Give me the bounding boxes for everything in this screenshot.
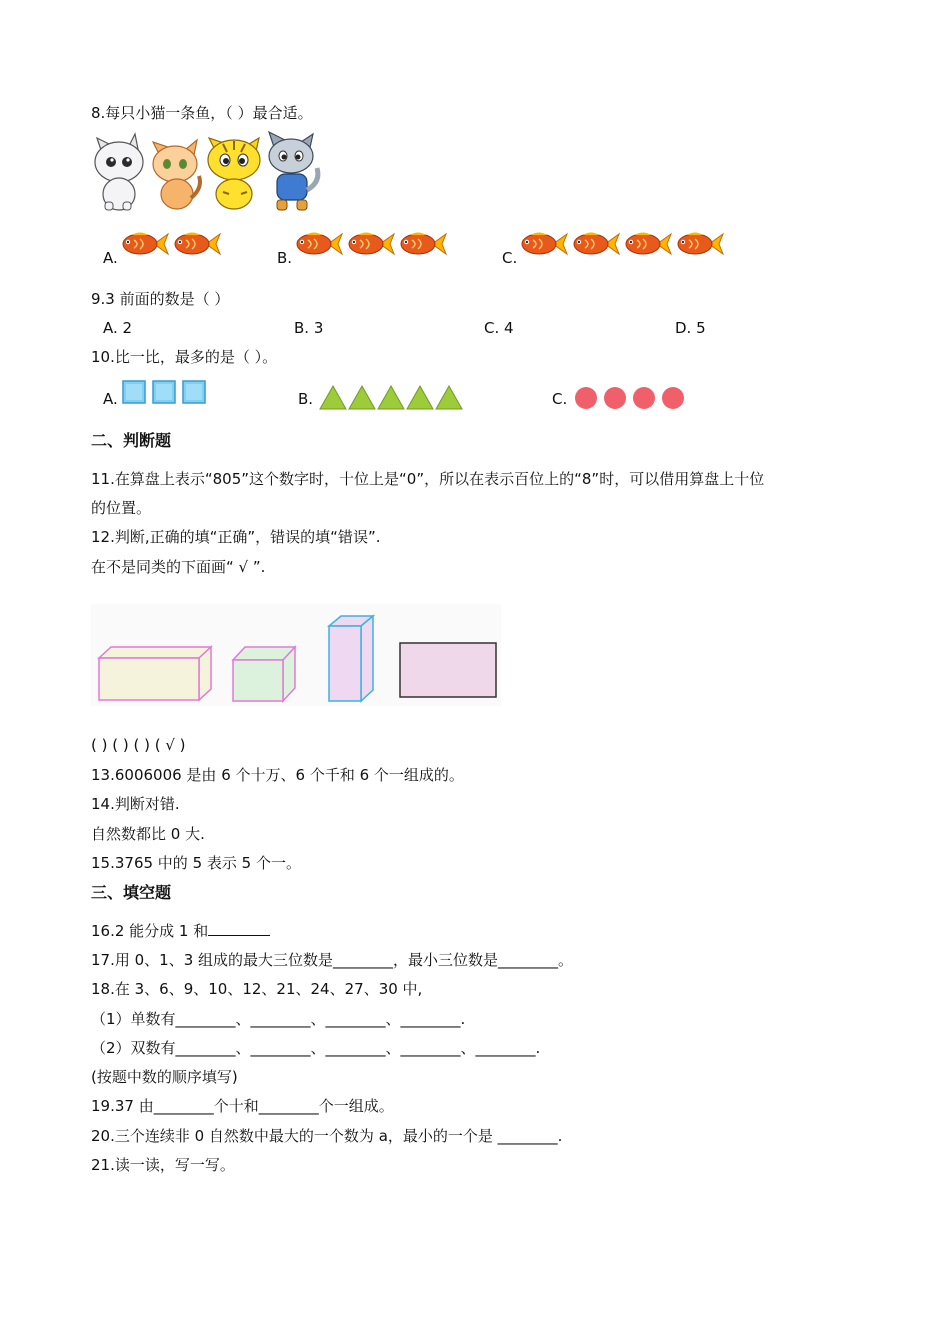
- square-icon: [121, 379, 147, 405]
- q10-stem: 10.比一比，最多的是（ ）。: [91, 348, 278, 366]
- section2-title: 二、判断题: [91, 431, 172, 450]
- q13: 13.6006006 是由 6 个十万、6 个千和 6 个一组成的。: [91, 766, 464, 784]
- q14-line2: 自然数都比 0 大.: [91, 825, 205, 843]
- fish-icon: [623, 230, 673, 258]
- q9-option-d[interactable]: D. 5: [675, 319, 706, 337]
- fish-icon: [172, 230, 222, 258]
- triangle-icon: [319, 384, 347, 410]
- q10-option-a[interactable]: A.: [103, 390, 118, 408]
- cube-shape: [233, 647, 295, 701]
- q8-option-c[interactable]: C.: [502, 249, 518, 267]
- q20: 20.三个连续非 0 自然数中最大的一个数为 a，最小的一个是 ________.: [91, 1127, 563, 1145]
- q21: 21.读一读，写一写。: [91, 1156, 235, 1174]
- cuboid-shape: [99, 647, 211, 700]
- tall-cuboid-shape: [329, 616, 373, 701]
- q8-option-b[interactable]: B.: [277, 249, 293, 267]
- cat-icon: [153, 140, 200, 209]
- q17: 17.用 0、1、3 组成的最大三位数是________，最小三位数是________。: [91, 951, 574, 969]
- q16-row: [91, 921, 270, 941]
- q12-answers: ( ) ( ) ( ) ( √ ): [91, 736, 186, 754]
- circle-icon: [632, 386, 656, 410]
- q12-line2: 在不是同类的下面画“ √ ”.: [91, 558, 266, 576]
- triangle-icon: [406, 384, 434, 410]
- solid-shapes-figure: [91, 604, 501, 710]
- q8-option-a[interactable]: A.: [103, 249, 118, 267]
- q10-option-c[interactable]: C.: [552, 390, 568, 408]
- q16: 16.2 能分成 1 和: [91, 922, 209, 940]
- q9-option-c[interactable]: C. 4: [484, 319, 514, 337]
- q10-option-b[interactable]: B.: [298, 390, 314, 408]
- cat-icon: [269, 132, 318, 210]
- q11-line2: 的位置。: [91, 499, 152, 517]
- fish-icon: [571, 230, 621, 258]
- fish-icon: [346, 230, 396, 258]
- square-icon: [181, 379, 207, 405]
- q16-blank[interactable]: [208, 921, 270, 936]
- q10-triangles: [319, 384, 464, 414]
- q18-line1: 18.在 3、6、9、10、12、21、24、27、30 中,: [91, 980, 423, 998]
- rectangle-shape: [400, 643, 496, 697]
- cats-illustration: [91, 128, 323, 216]
- triangle-icon: [348, 384, 376, 410]
- q9-option-a[interactable]: A. 2: [103, 319, 133, 337]
- square-icon: [151, 379, 177, 405]
- triangle-icon: [377, 384, 405, 410]
- q8-option-b-fish: [294, 230, 450, 262]
- fish-icon: [398, 230, 448, 258]
- circle-icon: [574, 386, 598, 410]
- q14-line1: 14.判断对错.: [91, 795, 180, 813]
- q15: 15.3765 中的 5 表示 5 个一。: [91, 854, 301, 872]
- q19: 19.37 由________个十和________个一组成。: [91, 1097, 394, 1115]
- q18-line2: （1）单数有________、________、________、________.: [91, 1010, 466, 1028]
- circle-icon: [661, 386, 685, 410]
- fish-icon: [675, 230, 725, 258]
- circle-icon: [603, 386, 627, 410]
- fish-icon: [120, 230, 170, 258]
- triangle-icon: [435, 384, 463, 410]
- q10-circles: [574, 386, 690, 414]
- fish-icon: [294, 230, 344, 258]
- q11-line1: 11.在算盘上表示“805”这个数字时，十位上是“0”，所以在表示百位上的“8”时，可以借用算盘上十位: [91, 470, 765, 488]
- q12-line1: 12.判断,正确的填“正确”，错误的填“错误”.: [91, 528, 381, 546]
- q8-option-c-fish: [519, 230, 727, 262]
- section3-title: 三、填空题: [91, 883, 172, 902]
- q9-stem: 9.3 前面的数是（ ）: [91, 290, 230, 308]
- cat-icon: [95, 134, 143, 210]
- q18-line4: (按题中数的顺序填写): [91, 1068, 238, 1086]
- q18-line3: （2）双数有________、________、________、________、________.: [91, 1039, 541, 1057]
- q8-option-a-fish: [120, 230, 224, 262]
- q10-squares: [121, 379, 211, 409]
- fish-icon: [519, 230, 569, 258]
- q8-stem: 8.每只小猫一条鱼，（ ）最合适。: [91, 104, 313, 122]
- q9-option-b[interactable]: B. 3: [294, 319, 324, 337]
- cat-icon: [208, 138, 260, 209]
